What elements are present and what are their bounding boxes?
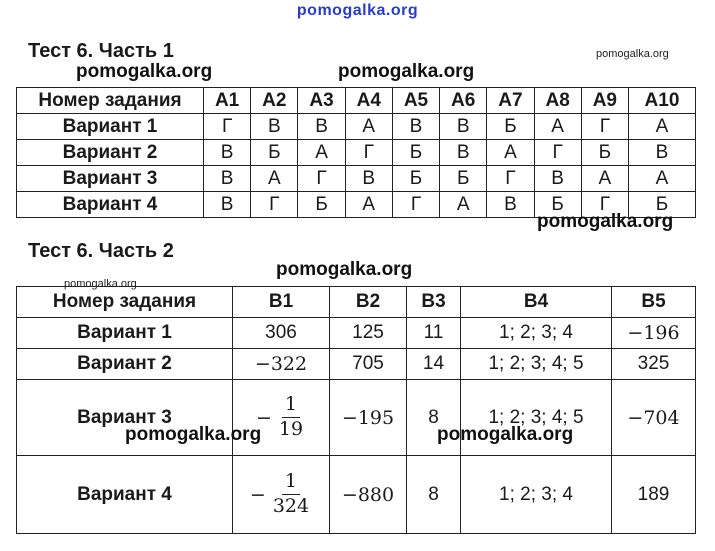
answer-cell: Г: [534, 140, 581, 166]
answer-cell: Г: [298, 166, 345, 192]
header-task-number: Номер задания: [17, 88, 204, 114]
column-header: A10: [628, 88, 695, 114]
answer-cell: 705: [330, 349, 407, 380]
fraction-numerator: 1: [282, 394, 300, 418]
watermark-top: pomogalka.org: [296, 2, 419, 19]
answer-cell: 11: [407, 318, 461, 349]
answer-cell: В: [440, 140, 487, 166]
table-row: [17, 166, 696, 192]
table-row: [17, 380, 696, 456]
answer-cell: В: [298, 114, 345, 140]
row-label: Вариант 4: [17, 192, 204, 218]
column-header: В1: [233, 287, 330, 318]
answer-cell: −322: [233, 349, 330, 380]
answer-cell: А: [345, 114, 392, 140]
answer-cell: 306: [233, 318, 330, 349]
answer-cell: Б: [628, 192, 695, 218]
column-header: В5: [612, 287, 696, 318]
column-header: A3: [298, 88, 345, 114]
answer-cell: 125: [330, 318, 407, 349]
answer-cell: Б: [440, 166, 487, 192]
answer-cell: 1; 2; 3; 4; 5: [461, 349, 612, 380]
column-header: В4: [461, 287, 612, 318]
answer-cell: 1; 2; 3; 4; 5: [461, 380, 612, 456]
row-label: Вариант 2: [17, 140, 204, 166]
answer-cell: Г: [392, 192, 439, 218]
answer-cell: В: [487, 192, 534, 218]
answer-cell: 189: [612, 456, 696, 534]
column-header: A7: [487, 88, 534, 114]
answer-cell: −880: [330, 456, 407, 534]
column-header: A2: [251, 88, 298, 114]
answer-cell: А: [345, 192, 392, 218]
fraction-numerator: 1: [282, 471, 300, 495]
table-row: [17, 114, 696, 140]
header-task-number: Номер задания: [17, 287, 233, 318]
column-header: В3: [407, 287, 461, 318]
answer-cell: В: [204, 140, 251, 166]
table-header-row: [17, 287, 696, 318]
part2-title: Тест 6. Часть 2: [28, 240, 174, 262]
answer-cell: В: [440, 114, 487, 140]
answer-cell: А: [440, 192, 487, 218]
answer-cell: В: [251, 114, 298, 140]
answer-cell: В: [628, 140, 695, 166]
table-row: [17, 349, 696, 380]
table-header-row: [17, 88, 696, 114]
watermark-table2-left: pomogalka.org: [125, 424, 262, 445]
answer-cell: А: [487, 140, 534, 166]
answer-cell: В: [534, 166, 581, 192]
fraction-denominator: 324: [272, 495, 310, 517]
part1-title: Тест 6. Часть 1: [28, 40, 174, 62]
answer-cell: Г: [487, 166, 534, 192]
column-header: A5: [392, 88, 439, 114]
answer-cell: Б: [392, 166, 439, 192]
column-header: В2: [330, 287, 407, 318]
answers-table-part1: [16, 87, 696, 218]
fraction: [256, 394, 306, 441]
watermark-small-above-table2: pomogalka.org: [64, 278, 137, 290]
answer-cell: −195: [330, 380, 407, 456]
row-label: Вариант 3: [17, 166, 204, 192]
watermark-under-heading-center: pomogalka.org: [338, 61, 475, 82]
answer-cell: А: [581, 166, 628, 192]
answer-cell: 1; 2; 3; 4: [461, 318, 612, 349]
answer-cell: Б: [534, 192, 581, 218]
answer-cell: Б: [392, 140, 439, 166]
answer-cell: Б: [251, 140, 298, 166]
answer-cell: Б: [581, 140, 628, 166]
row-label: Вариант 1: [17, 114, 204, 140]
answer-cell: А: [628, 166, 695, 192]
table-row: [17, 456, 696, 534]
answer-cell: В: [345, 166, 392, 192]
watermark-small-top-right: pomogalka.org: [596, 48, 669, 60]
row-label: Вариант 1: [17, 318, 233, 349]
answer-cell: Б: [298, 192, 345, 218]
answer-cell: −196: [612, 318, 696, 349]
answer-cell: [233, 456, 330, 534]
table-row: [17, 140, 696, 166]
answer-cell: А: [628, 114, 695, 140]
row-label: Вариант 2: [17, 349, 233, 380]
answer-cell: 1; 2; 3; 4: [461, 456, 612, 534]
answer-cell: −704: [612, 380, 696, 456]
column-header: A9: [581, 88, 628, 114]
answer-cell: 8: [407, 456, 461, 534]
answer-cell: В: [204, 166, 251, 192]
watermark-above-table2: pomogalka.org: [276, 259, 413, 280]
table-row: [17, 318, 696, 349]
answer-cell: Г: [581, 192, 628, 218]
fraction-sign: −: [249, 483, 266, 506]
answer-cell: В: [204, 192, 251, 218]
answer-cell: Г: [581, 114, 628, 140]
answers-table-part2: [16, 286, 696, 534]
watermark-below-table1: pomogalka.org: [537, 211, 674, 232]
answer-cell: А: [298, 140, 345, 166]
watermark-under-heading-left: pomogalka.org: [76, 61, 213, 82]
column-header: A4: [345, 88, 392, 114]
fraction: [250, 471, 312, 518]
answer-cell: 14: [407, 349, 461, 380]
answer-cell: А: [251, 166, 298, 192]
answer-cell: Г: [204, 114, 251, 140]
answer-cell: А: [534, 114, 581, 140]
answer-cell: Б: [487, 114, 534, 140]
column-header: A8: [534, 88, 581, 114]
answer-cell: Г: [251, 192, 298, 218]
column-header: A6: [440, 88, 487, 114]
fraction-denominator: 19: [278, 418, 304, 440]
answer-cell: 8: [407, 380, 461, 456]
watermark-table2-right: pomogalka.org: [437, 424, 574, 445]
answer-cell: 325: [612, 349, 696, 380]
answer-cell: В: [392, 114, 439, 140]
row-label: Вариант 3: [17, 380, 233, 456]
fraction-sign: −: [255, 406, 272, 429]
answer-cell: Г: [345, 140, 392, 166]
row-label: Вариант 4: [17, 456, 233, 534]
column-header: A1: [204, 88, 251, 114]
